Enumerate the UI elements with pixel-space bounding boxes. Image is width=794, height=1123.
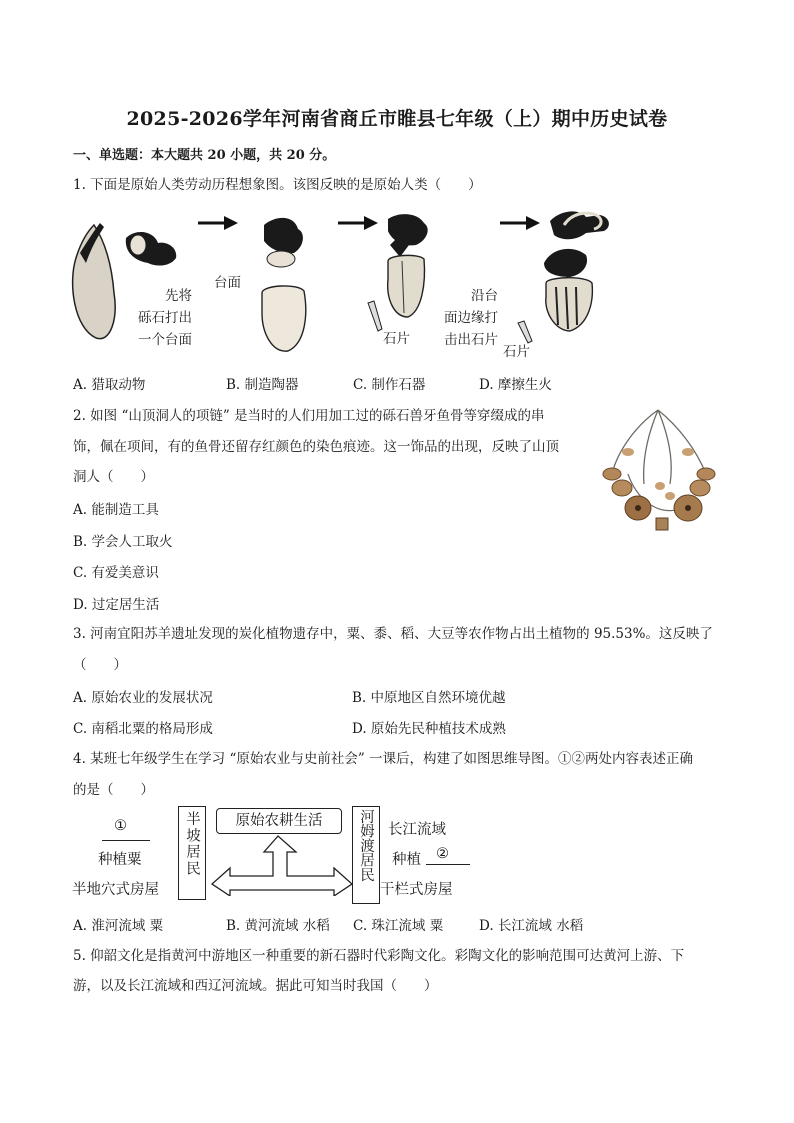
center-box bbox=[216, 808, 342, 834]
q4-option-d[interactable]: D. 长江流域 水稻 bbox=[479, 918, 584, 934]
q1-option-b[interactable]: B. 制造陶器 bbox=[226, 377, 299, 393]
figure-label-4-line: 击出石片 bbox=[444, 332, 498, 348]
right-crop: 种植 bbox=[392, 852, 421, 868]
banpo-box bbox=[178, 806, 206, 900]
q1-option-c[interactable]: C. 制作石器 bbox=[353, 377, 426, 393]
mind-map-diagram bbox=[70, 806, 530, 906]
question-3-line: 3. 河南宜阳苏羊遗址发现的炭化植物遗存中，粟、黍、稻、大豆等农作物占出土植物的 95.53%。这反映了 bbox=[73, 626, 713, 642]
figure-label-5: 石片 bbox=[503, 344, 530, 360]
q2-option-a[interactable]: A. 能制造工具 bbox=[73, 502, 159, 518]
page-title: 2025-2026学年河南省商丘市睢县七年级（上）期中历史试卷 bbox=[126, 108, 668, 130]
figure-label-4-line: 沿台 bbox=[471, 288, 498, 304]
question-5-line: 5. 仰韶文化是指黄河中游地区一种重要的新石器时代彩陶文化。彩陶文化的影响范围可达黄河上游、下 bbox=[73, 948, 685, 964]
question-4-line: 的是（ ） bbox=[73, 782, 154, 798]
blank-2-number: ② bbox=[436, 846, 449, 862]
q1-option-a[interactable]: A. 猎取动物 bbox=[73, 377, 146, 393]
question-5-line: 游，以及长江流域和西辽河流域。据此可知当时我国（ ） bbox=[73, 978, 438, 994]
q3-option-b[interactable]: B. 中原地区自然环境优越 bbox=[352, 690, 506, 706]
question-3-line: （ ） bbox=[73, 657, 127, 673]
right-region: 长江流域 bbox=[388, 822, 446, 838]
q2-option-c[interactable]: C. 有爱美意识 bbox=[73, 565, 159, 581]
figure-label-1-line: 先将 bbox=[165, 288, 192, 304]
q2-option-d[interactable]: D. 过定居生活 bbox=[73, 597, 160, 613]
right-house: 干栏式房屋 bbox=[380, 882, 453, 898]
q2-option-b[interactable]: B. 学会人工取火 bbox=[73, 534, 173, 550]
figure-label-1 bbox=[122, 285, 192, 351]
hemudu-box bbox=[352, 806, 380, 904]
left-house: 半地穴式房屋 bbox=[72, 882, 159, 898]
question-2-line: 饰，佩在项间，有的鱼骨还留存红颜色的染色痕迹。这一饰品的出现，反映了山顶 bbox=[73, 439, 559, 455]
figure-label-3: 石片 bbox=[383, 331, 410, 347]
blank-1-line bbox=[102, 840, 150, 841]
left-crop: 种植粟 bbox=[98, 852, 142, 868]
q4-option-b[interactable]: B. 黄河流域 水稻 bbox=[226, 918, 330, 934]
q4-option-a[interactable]: A. 淮河流域 粟 bbox=[73, 918, 164, 934]
q3-option-a[interactable]: A. 原始农业的发展状况 bbox=[73, 690, 213, 706]
question-4-line: 4. 某班七年级学生在学习 “原始农业与史前社会” 一课后，构建了如图思维导图。①②两处内容表述正确 bbox=[73, 751, 694, 767]
figure-label-4 bbox=[430, 285, 498, 351]
necklace-drawing bbox=[598, 404, 728, 544]
banpo-label: 半坡居民 bbox=[184, 811, 200, 877]
hemudu-label: 河姆渡居民 bbox=[358, 809, 374, 882]
figure-label-1-line: 一个台面 bbox=[138, 332, 192, 348]
q1-option-d[interactable]: D. 摩擦生火 bbox=[479, 377, 552, 393]
section-heading: 一、单选题：本大题共 20 小题，共 20 分。 bbox=[73, 148, 336, 163]
figure-label-1-line: 砾石打出 bbox=[138, 310, 192, 326]
question-2-line: 洞人（ ） bbox=[73, 469, 154, 485]
blank-1-number: ① bbox=[114, 818, 127, 834]
q3-option-c[interactable]: C. 南稻北粟的格局形成 bbox=[73, 721, 213, 737]
blank-2-line bbox=[426, 864, 470, 865]
double-arrow-icon bbox=[208, 834, 356, 896]
center-label: 原始农耕生活 bbox=[235, 813, 323, 829]
necklace-image bbox=[598, 404, 728, 544]
q4-option-c[interactable]: C. 珠江流域 粟 bbox=[353, 918, 444, 934]
figure-label-4-line: 面边缘打 bbox=[444, 310, 498, 326]
question-2-line: 2. 如图 “山顶洞人的项链” 是当时的人们用加工过的砾石兽牙鱼骨等穿缀成的串 bbox=[73, 408, 545, 424]
figure-label-2: 台面 bbox=[214, 275, 241, 291]
q3-option-d[interactable]: D. 原始先民种植技术成熟 bbox=[352, 721, 506, 737]
question-1-stem: 1. 下面是原始人类劳动历程想象图。该图反映的是原始人类（ ） bbox=[73, 177, 482, 193]
